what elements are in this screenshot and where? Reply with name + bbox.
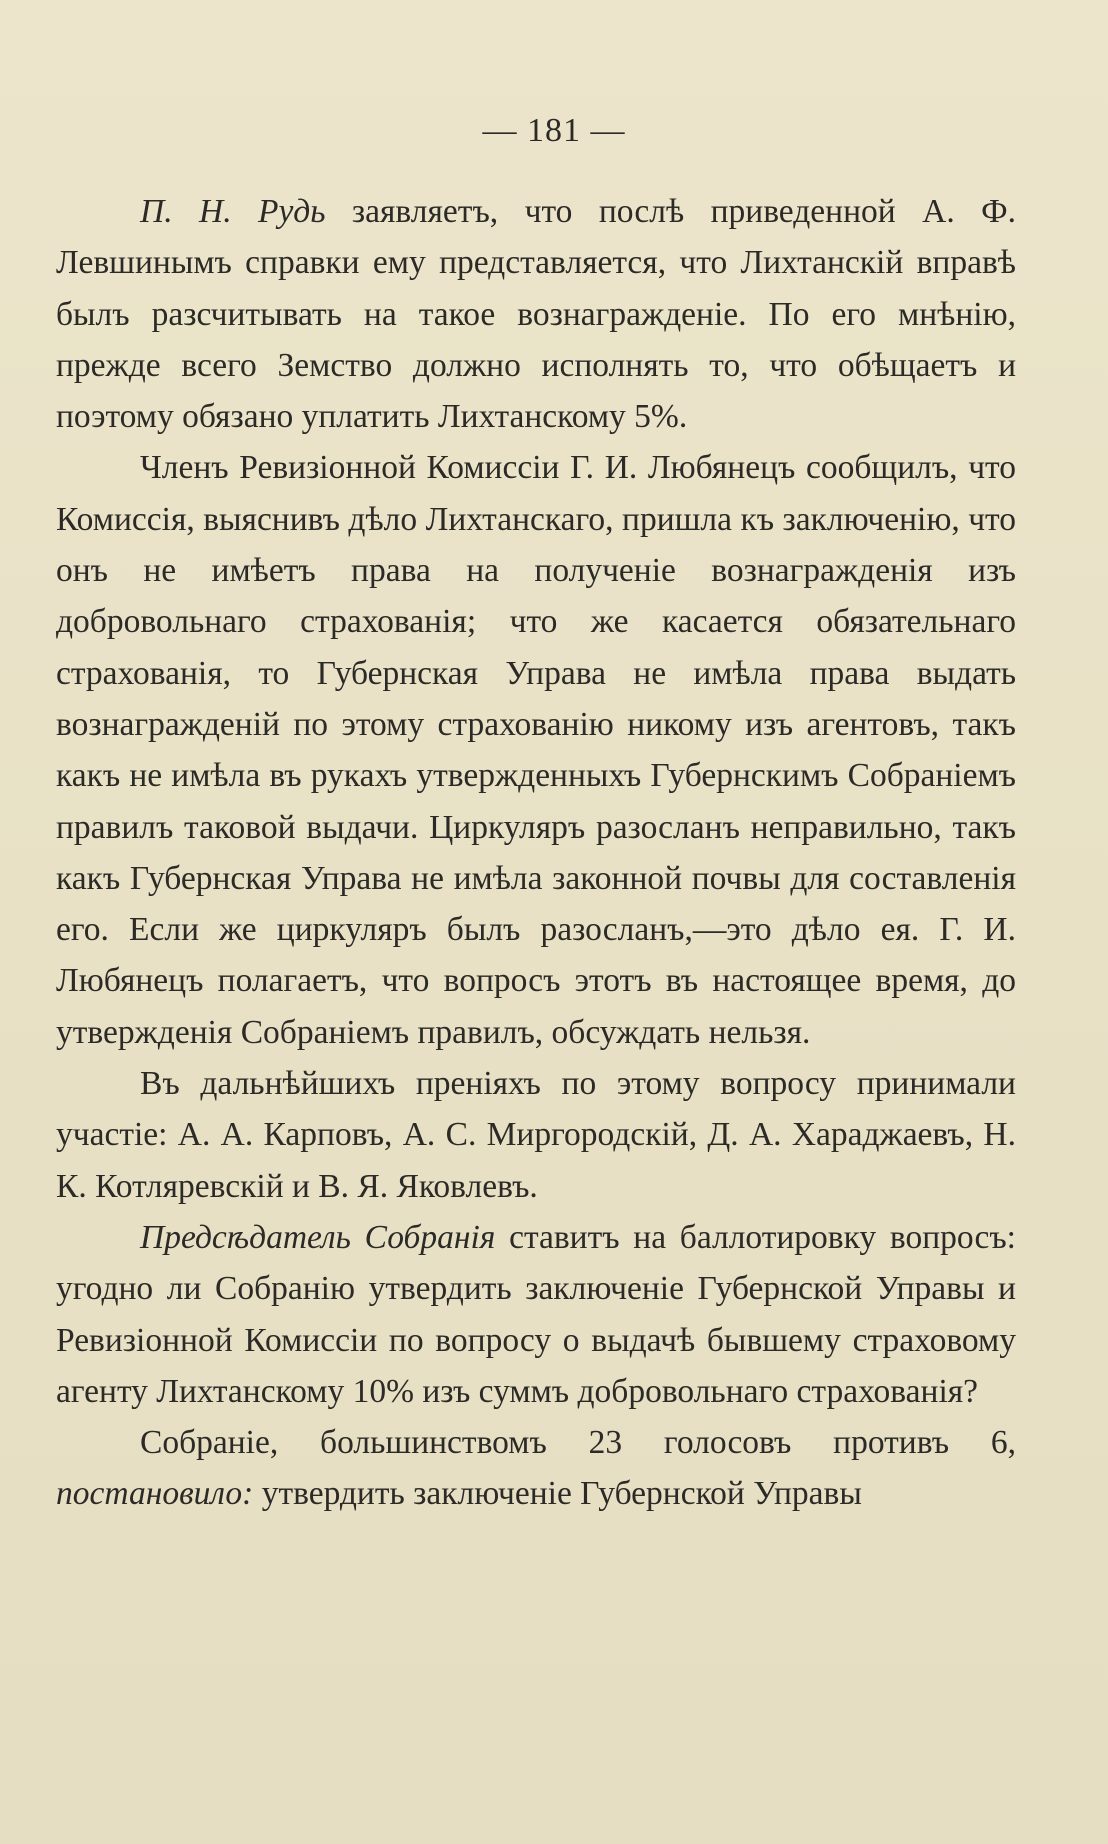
paragraph-4 — [56, 1212, 1016, 1417]
paragraph-text: Въ дальнѣйшихъ преніяхъ по этому вопросу принимали участіе: А. А. Карповъ, А. С. Миргородскій, Д. А. Хараджаевъ, Н. К. Котляревскій и В. Я. Яковлевъ. — [56, 1065, 1016, 1205]
paragraph-2 — [56, 442, 1016, 1058]
paragraph-3 — [56, 1058, 1016, 1212]
paragraph-text: Собраніе, большинствомъ 23 голосовъ противъ 6, — [140, 1424, 1016, 1462]
body-text — [56, 186, 1016, 1520]
emphasis-resolution: постановило: — [56, 1475, 254, 1513]
speaker-name: П. Н. Рудь — [140, 193, 326, 230]
paragraph-text-tail: утвердить заключеніе Губернской Управы — [253, 1475, 862, 1513]
speaker-name: Предсѣдатель Собранія — [140, 1218, 496, 1256]
paragraph-text: заявляетъ, что послѣ приведенной А. Ф. Левшинымъ справки ему представляется, что Лихтанскій вправѣ былъ разсчитывать на такое вознагражденіе. По его мнѣнію, прежде всего Земство должно исполнять то, что обѣщаетъ и поэтому обязано уплатить Лихтанскому 5%. — [56, 193, 1016, 436]
paragraph-5 — [56, 1417, 1016, 1520]
paragraph-1 — [56, 186, 1016, 442]
page-number: — 181 — — [482, 112, 626, 149]
paragraph-text: ставитъ на баллотировку вопросъ: угодно ли Собранію утвердить заключеніе Губернской Управы и Ревизіонной Комиссіи по вопросу о выдачѣ бывшему страховому агенту Лихтанскому 10% изъ суммъ добровольнаго страхованія? — [56, 1218, 1016, 1410]
paragraph-text: Членъ Ревизіонной Комиссіи Г. И. Любянецъ сообщилъ, что Комиссія, выяснивъ дѣло Лихтанскаго, пришла къ заключенію, что онъ не имѣетъ права на полученіе вознагражденія изъ добровольнаго страхованія; что же касается обязательнаго страхованія, то Губернская Управа не имѣла права выдать вознагражденій по этому страхованію никому изъ агентовъ, такъ какъ не имѣла въ рукахъ утвержденныхъ Губернскимъ Собраніемъ правилъ таковой выдачи. Циркуляръ разосланъ неправильно, такъ какъ Губернская Управа не имѣла законной почвы для составленія его. Если же циркуляръ былъ разосланъ,—это дѣло ея. Г. И. Любянецъ полагаетъ, что вопросъ этотъ въ настоящее время, до утвержденія Собраніемъ правилъ, обсуждать нельзя. — [56, 449, 1016, 1051]
